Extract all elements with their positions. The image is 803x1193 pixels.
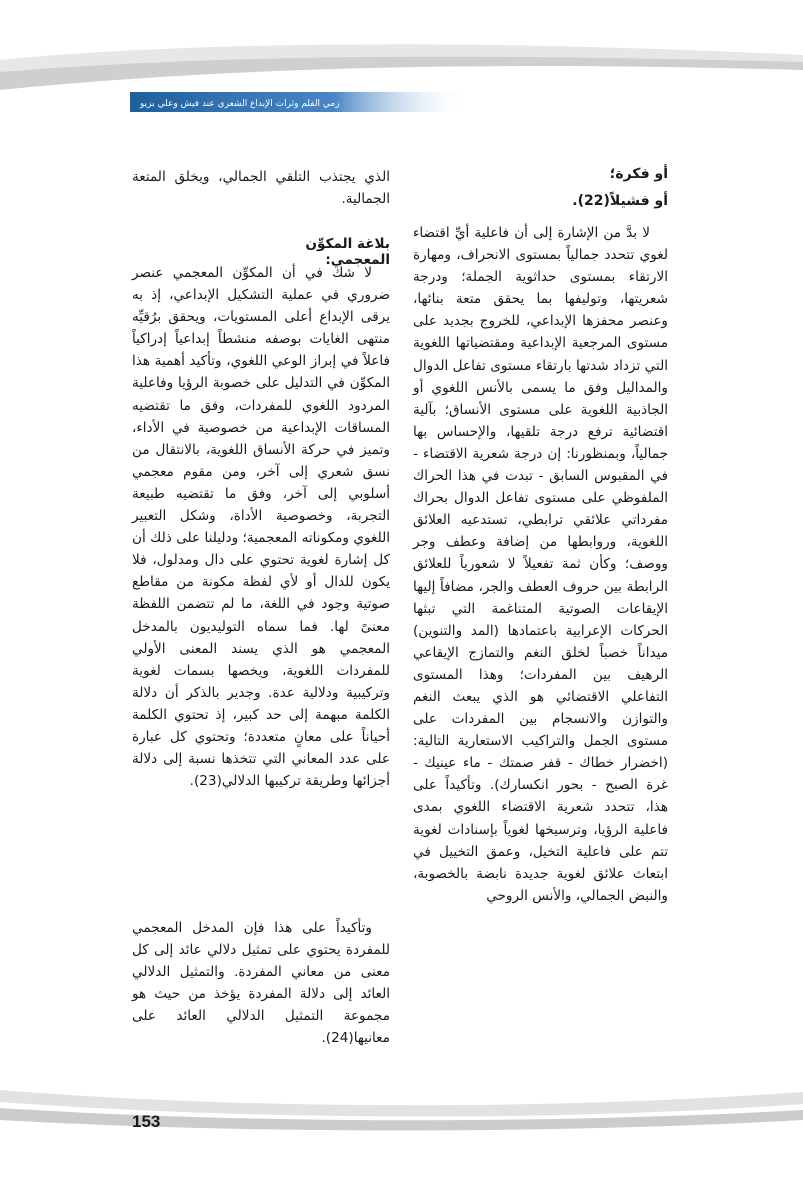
right-paragraph: لا بدَّ من الإشارة إلى أن فاعلية أيِّ اقتضاء لغوي تتحدد جمالياً بمستوى الانحراف، ومهارة الارتقاء بمستوى حداثوية الجملة؛ ودرجة شعريتها، وتوليفها بما يحقق متعة بنائها، وعنصر محفزها الإبداعي، للخروج بجديد على مستوى المرجعية الإبداعية ومقتضياتها اللغوية التي تزداد شدتها بارتقاء مستوى تفاعل الدوال والمداليل وفق ما يسمى بالأنس اللغوي أو الجاذبية اللغوية على مستوى الأنساق؛ بآلية اقتضائية ترفع درجة تلقيها، والإحساس بها جمالياً، وبمنظورنا: إن درجة شعرية الاقتضاء - في المقبوس السابق - تبدت في هذا الحراك الملفوظي على مستوى تفاعل الدوال بحراك مفرداتي علائقي ترابطي، تستدعيه العلائق اللغوية، وروابطها من إضافة وعطف وجر ووصف؛ وكأن ثمة تفعيلاً لا شعورياً للعلائق الرابطة بين حروف العطف والجر، مضافاً إليها الإيقاعات الصوتية المتناغمة التي تبثها الحركات الإعرابية باعتمادها (المد والتنوين) ميداناً خصباً لخلق النغم والتمازج الإيقاعي الرهيف بين المفردات؛ وهذا المستوى التفاعلي الاقتضائي هو الذي يبعث النغم والتوازن والانسجام بين المفردات على مستوى الجمل والتراكيب الاستعارية التالية: (اخضرار خطاك - قفر صمتك - ماء عينيك - غرة الصبح - بحور انكسارك). وتأكيداً على هذا، تتحدد شعرية الاقتضاء اللغوي بمدى فاعلية الرؤيا، وترسيخها لغوياً بإسنادات لغوية تتم على فاعلية التخيل، وعمق التخييل في ابتعاث علائق لغوية جديدة نابضة بالخصوبة، والنبض الجمالي، والأنس الروحي (413, 225, 668, 904)
right-heading-2: أو فشيلاً(22). (572, 193, 668, 209)
page-number: 153 (132, 1112, 161, 1131)
right-heading-1: أو فكرة؛ (609, 166, 668, 182)
left-paragraph-2: لا شك في أن المكوِّن المعجمي عنصر ضروري في عملية التشكيل الإبداعي، إذ به يرقى الإبداع أعلى المستويات، ويحقق برُقيِّه منتهى الغايات بوصفه منشطاً إبداعياً إدراكياً فاعلاً في إبراز الوعي اللغوي، وتأكيد أهمية هذا المكوِّن في التدليل على خصوبة الرؤيا وفاعلية المردود اللغوي للمفردات، وفق ما تقتضيه المساقات الإبداعية من خصوصية في الأداء، وتميز في حركة الأنساق اللغوية، بالانتقال من نسق شعري إلى آخر، ومن مقوم معجمي أسلوبي إلى آخر، وفق ما تقتضيه طبيعة التجربة، وخصوصية الأداة، وشكل التعبير اللغوي ومكوناته المعجمية؛ ودليلنا على ذلك أن كل إشارة لغوية تحتوي على دال ومدلول، فلا يكون للدال أو لأي لفظة مكونة من مقاطع صوتية وجود في اللغة، ما لم تتضمن اللفظة معنىً لها. فما سماه التوليديون بالمدخل المعجمي هو الذي يسند المعنى الأولي للمفردات اللغوية، ويخصها بسمات لغوية وتركيبية ودلالية عدة. وجدير بالذكر أن دلالة الكلمة مبهمة إلى حد كبير، إذ تحتوي الكلمة أحياناً على معانٍ متعددة؛ وتحتوي كل عبارة على عدد المعاني التي تتخذها نسبة إلى دلالة أجزائها وطريقة تركيبها الدلالي(23). (132, 265, 390, 790)
footer-swoosh (0, 1080, 803, 1160)
left-paragraph-1: الذي يجتذب التلقي الجمالي، ويخلق المتعة الجمالية. (132, 169, 390, 208)
left-heading: بلاغة المكوِّن المعجمي: (305, 236, 390, 268)
left-paragraph-3: وتأكيداً على هذا فإن المدخل المعجمي للمفردة يحتوي على تمثيل دلالي عائد إلى كل معنى من معاني المفردة. والتمثيل الدلالي العائد إلى دلالة المفردة يؤخذ من حيث هو مجموعة التمثيل الدلالي العائد على معانيها(24). (132, 920, 390, 1047)
running-title: رمي الفلم وثرات الإبداع الشعري عند فيش وعلي بزيو (140, 99, 340, 109)
footer-band (0, 1080, 803, 1160)
header-swoosh (0, 0, 803, 120)
header-band (0, 0, 803, 120)
